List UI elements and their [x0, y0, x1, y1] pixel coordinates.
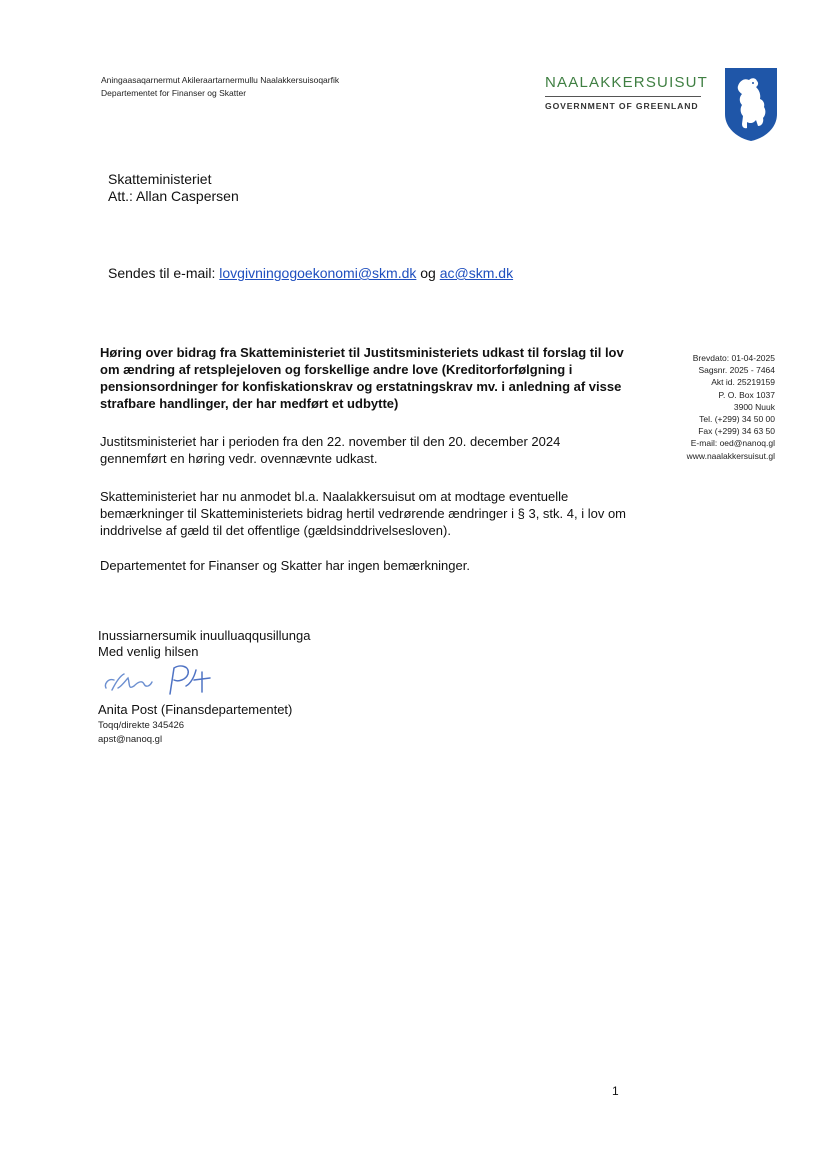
telephone: Tel. (+299) 34 50 00 — [699, 414, 775, 425]
recipient-attention: Att.: Allan Caspersen — [108, 188, 239, 204]
postal-city: 3900 Nuuk — [733, 401, 775, 412]
document-id: Akt id. 25219159 — [711, 377, 775, 388]
closing-greeting-greenlandic: Inussiarnersumik inuulluaqqusillunga — [98, 628, 311, 643]
letter-meta-block — [640, 352, 775, 462]
fax: Fax (+299) 34 63 50 — [698, 426, 775, 437]
recipient-name: Skatteministeriet — [108, 171, 212, 187]
department-name-danish: Departementet for Finanser og Skatter — [101, 88, 247, 98]
body-paragraph-1: Justitsministeriet har i perioden fra den 22. november til den 20. december 2024 gennemført en høring vedr. ovennævnte udkast. — [100, 434, 561, 466]
letter-date: Brevdato: 01-04-2025 — [692, 353, 775, 363]
letter-subject: Høring over bidrag fra Skatteministeriet til Justitsministeriets udkast til forslag til lov om ændring af retsplejeloven og forskellige andre love (Kreditorforfølgning i pensionsordninger for konfiskationskrav og erstatningskrav mv. i anledning af visse strafbare handlinger, der har medført et udbytte) — [100, 345, 624, 411]
greenland-coat-of-arms-icon — [723, 66, 779, 142]
case-number: Sagsnr. 2025 - 7464 — [698, 365, 775, 376]
email-link-primary[interactable]: lovgivningogoekonomi@skm.dk — [219, 265, 417, 281]
po-box: P. O. Box 1037 — [718, 389, 775, 400]
office-email: E-mail: oed@nanoq.gl — [690, 438, 775, 449]
send-prefix: Sendes til e-mail: — [108, 265, 216, 281]
logo-divider — [545, 96, 701, 97]
email-link-secondary[interactable]: ac@skm.dk — [439, 265, 514, 281]
page-number: 1 — [612, 1084, 619, 1098]
closing-greeting-danish: Med venlig hilsen — [98, 644, 199, 659]
body-paragraph-2: Skatteministeriet har nu anmodet bl.a. Naalakkersuisut om at modtage eventuelle bemærkninger til Skatteministeriets bidrag hertil vedrørende ændringer i § 3, stk. 4, i lov om inddrivelse af gæld til det offentlige (gældsinddrivelsesloven). — [100, 489, 626, 538]
send-to-line — [108, 265, 513, 282]
handwritten-signature — [98, 658, 218, 700]
website: www.naalakkersuisut.gl — [686, 450, 775, 461]
logo-wordmark: NAALAKKERSUISUT — [545, 74, 709, 91]
send-joiner: og — [420, 265, 436, 281]
signer-email: apst@nanoq.gl — [98, 734, 163, 745]
department-name-greenlandic: Aningaasaqarnermut Akileraartarnermullu Naalakkersuisoqarfik — [101, 75, 340, 85]
signer-name: Anita Post (Finansdepartementet) — [98, 702, 293, 717]
body-paragraph-3: Departementet for Finanser og Skatter har ingen bemærkninger. — [100, 558, 470, 573]
logo-subtitle: GOVERNMENT OF GREENLAND — [545, 101, 699, 111]
signer-phone: Toqq/direkte 345426 — [98, 720, 185, 731]
